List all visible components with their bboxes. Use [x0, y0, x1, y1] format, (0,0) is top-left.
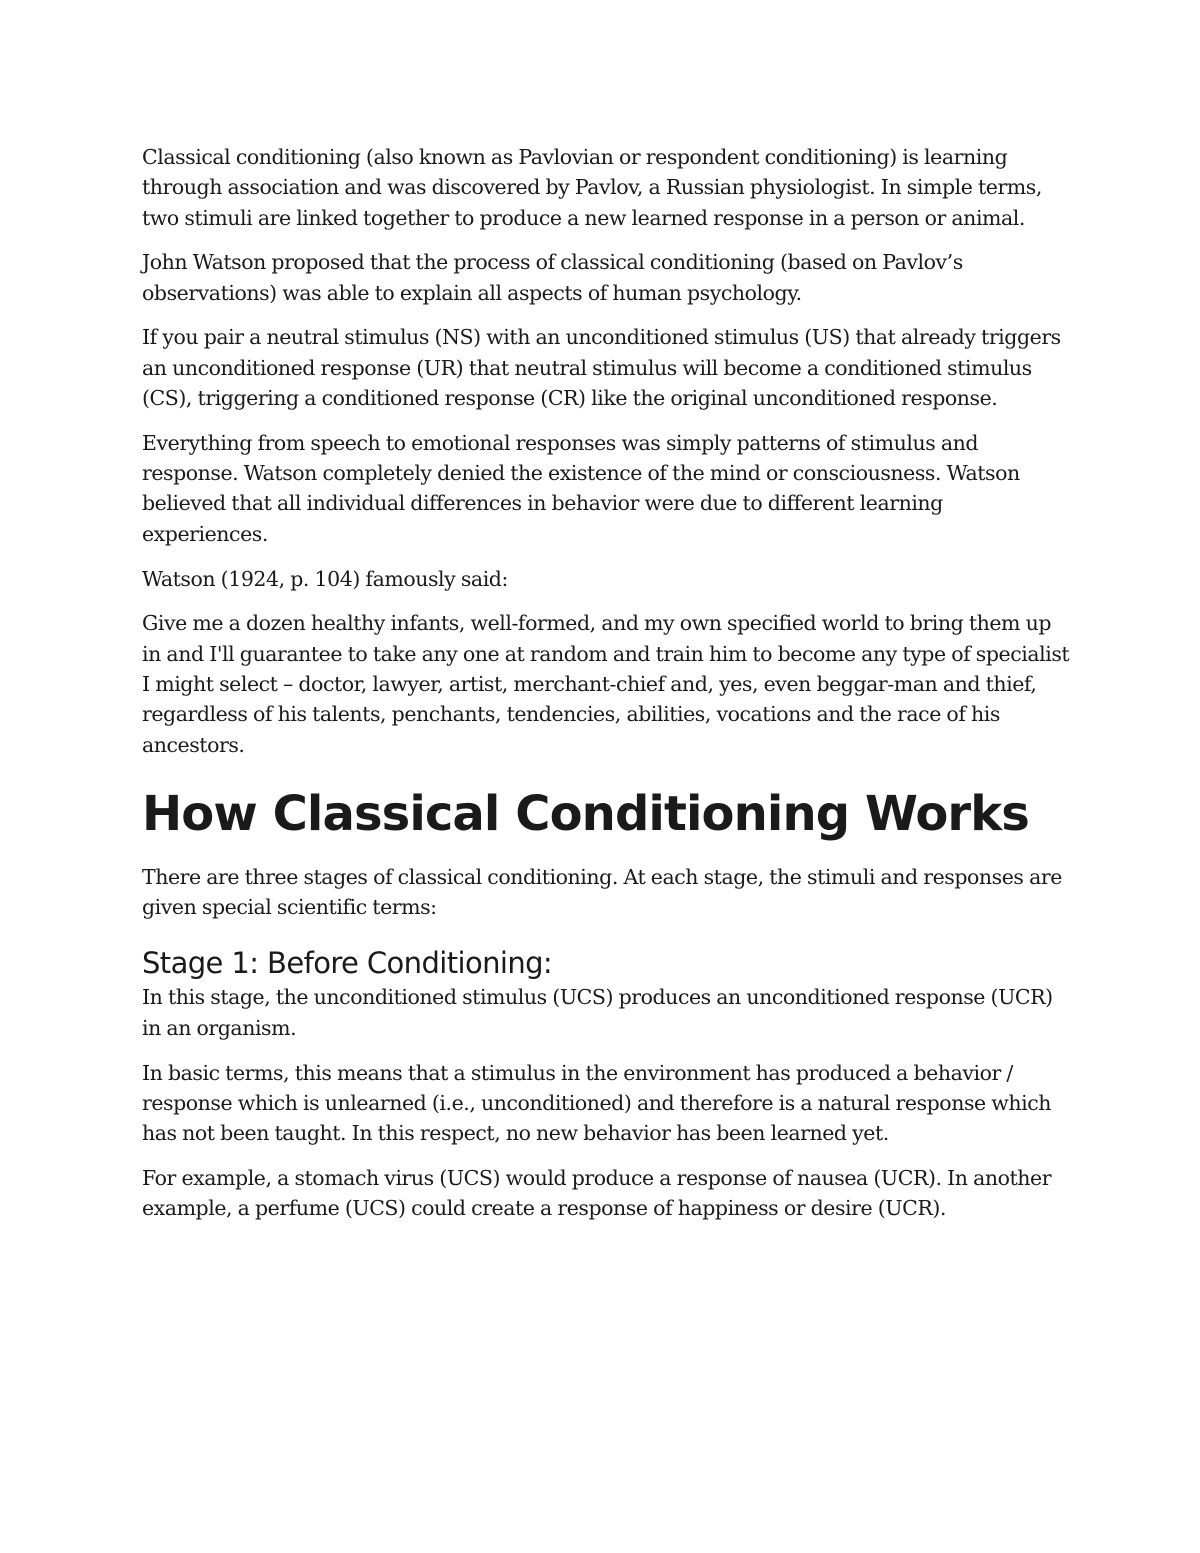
section-intro: There are three stages of classical conditioning. At each stage, the stimuli and responses are given special scientific terms: — [142, 864, 1062, 920]
stage-1-heading: Stage 1: Before Conditioning: — [142, 946, 553, 981]
intro-paragraph-4: Everything from speech to emotional responses was simply patterns of stimulus and response. Watson completely denied the existence of the mind or consciousness. Watson believed that all individual differences in behavior were due to different learning experiences. — [142, 430, 1020, 546]
intro-paragraph-3: If you pair a neutral stimulus (NS) with an unconditioned stimulus (US) that already triggers an unconditioned response (UR) that neutral stimulus will become a conditioned stimulus (CS), triggering a conditioned response (CR) like the original unconditioned response. — [142, 325, 1061, 411]
section-heading: How Classical Conditioning Works — [142, 785, 1029, 842]
intro-paragraph-5: Watson (1924, p. 104) famously said: — [142, 566, 508, 591]
intro-paragraph-2: John Watson proposed that the process of classical conditioning (based on Pavlov’s observations) was able to explain all aspects of human psychology. — [142, 250, 963, 305]
stage-1-paragraph-3: For example, a stomach virus (UCS) would produce a response of nausea (UCR). In another example, a perfume (UCS) could create a response of happiness or desire (UCR). — [142, 1165, 1052, 1221]
stage-1-paragraph-2: In basic terms, this means that a stimulus in the environment has produced a behavior / response which is unlearned (i.e., unconditioned) and therefore is a natural response which has not been taught. In this respect, no new behavior has been learned yet. — [142, 1060, 1052, 1146]
intro-paragraph-1: Classical conditioning (also known as Pavlovian or respondent conditioning) is learning through association and was discovered by Pavlov, a Russian physiologist. In simple terms, two stimuli are linked together to produce a new learned response in a person or animal. — [142, 145, 1042, 230]
document-page — [142, 142, 1072, 1238]
watson-quote: Give me a dozen healthy infants, well-formed, and my own specified world to bring them up in and I'll guarantee to take any one at random and train him to become any type of specialist I might select – doctor, lawyer, artist, merchant-chief and, yes, even beggar-man and thief, regardless of his talents, penchants, tendencies, abilities, vocations and the race of his ancestors. — [142, 611, 1070, 757]
stage-1-paragraph-1: In this stage, the unconditioned stimulus (UCS) produces an unconditioned response (UCR) in an organism. — [142, 985, 1053, 1040]
